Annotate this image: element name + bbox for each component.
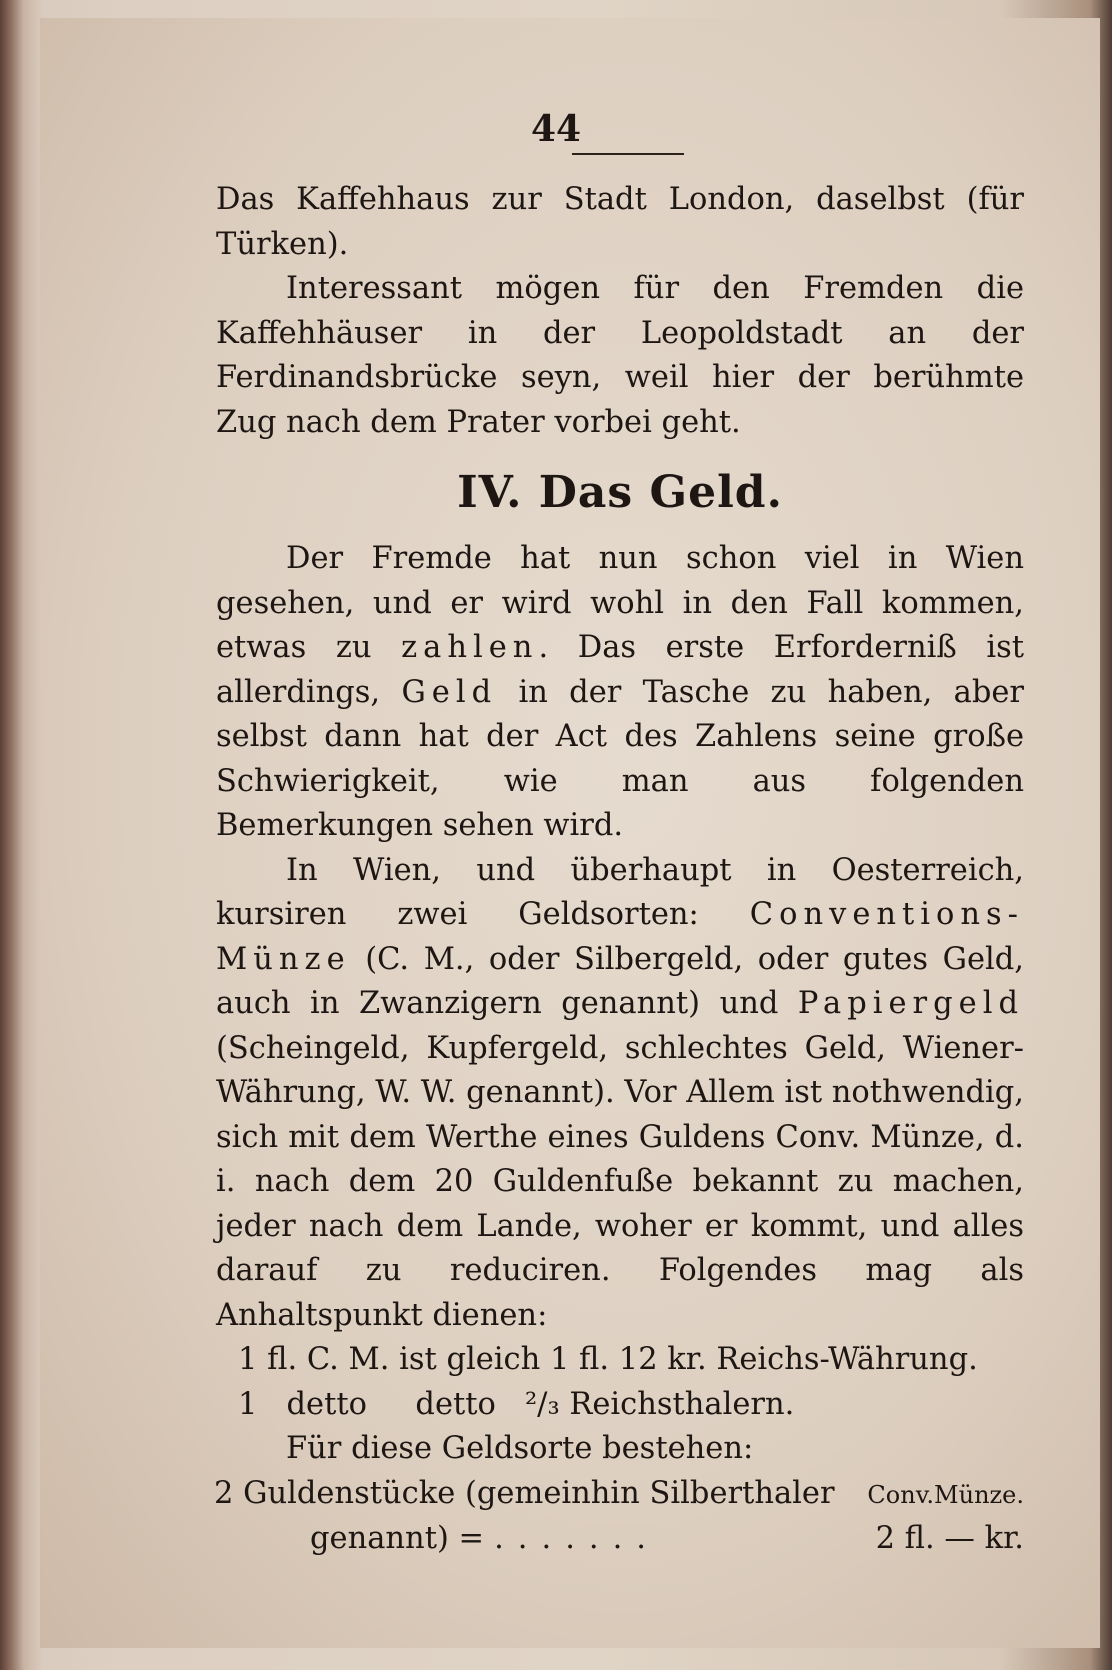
- paragraph-coins-intro: Für diese Geldsorte bestehen:: [286, 1431, 754, 1466]
- text-run: Der Fremde hat nun schon viel in Wien gesehen, und er wird wohl in den Fall kommen, etwas zu: [216, 541, 1024, 665]
- page-number-rule: [572, 153, 684, 155]
- paragraph-currencies: [216, 849, 1024, 1339]
- paragraph-money-intro: [216, 537, 1024, 849]
- coin-description: 2 Guldenstücke (gemeinhin Silberthaler: [214, 1475, 835, 1511]
- section-heading: IV. Das Geld.: [457, 467, 783, 518]
- coin-value-row: [216, 1517, 1024, 1562]
- coin-unit-label: Conv.Münze.: [867, 1480, 1024, 1509]
- paragraph-prater: Interessant mögen für den Fremden die Kaffehhäuser in der Leopoldstadt an der Ferdinandsbrücke seyn, weil hier der berühmte Zug nach dem Prater vorbei geht.: [216, 271, 1024, 440]
- rate-line-1: 1 fl. C. M. ist gleich 1 fl. 12 kr. Reichs-Währung.: [238, 1342, 978, 1377]
- emphasis-zahlen: zahlen: [401, 630, 539, 665]
- coin-named: genannt) =: [310, 1521, 485, 1556]
- page-text: [216, 178, 1024, 1562]
- rate-line-2: 1 detto detto ²/₃ Reichsthalern.: [238, 1386, 795, 1422]
- intro-line: Das Kaffehhaus zur Stadt London, daselbst (für Türken).: [216, 182, 1024, 262]
- emphasis-papiergeld: Papiergeld: [797, 986, 1024, 1021]
- text-run: (C. M., oder Silbergeld, oder gutes Geld, auch in Zwanzigern genannt) und: [216, 941, 1024, 1021]
- coin-value: 2 fl. — kr.: [875, 1521, 1024, 1556]
- page-number: 44: [530, 108, 582, 150]
- emphasis-conventions-muenze: Conventions-Münze: [216, 897, 1024, 977]
- text-run: . Das erste Erforderniß ist allerdings,: [216, 630, 1024, 710]
- coin-row: [214, 1472, 1024, 1518]
- text-run: (Scheingeld, Kupfergeld, schlechtes Geld, Wiener-Währung, W. W. genannt). Vor Allem ist nothwendig, sich mit dem Werthe eines Guldens Conv. Münze, d. i. nach dem 20 Guldenfuße bekannt zu machen, jeder nach dem Lande, woher er kommt, und alles darauf zu reduciren. Folgendes mag als Anhaltspunkt dienen:: [216, 1030, 1024, 1333]
- emphasis-geld: Geld: [401, 674, 498, 710]
- text-run: In Wien, und überhaupt in Oesterreich, kursiren zwei Geldsorten:: [216, 852, 1024, 932]
- coin-dot-leader: .......: [494, 1521, 660, 1556]
- text-run: in der Tasche zu haben, aber selbst dann hat der Act des Zahlens seine große Schwierigkeit, wie man aus folgenden Bemerkungen sehen wird.: [216, 674, 1024, 843]
